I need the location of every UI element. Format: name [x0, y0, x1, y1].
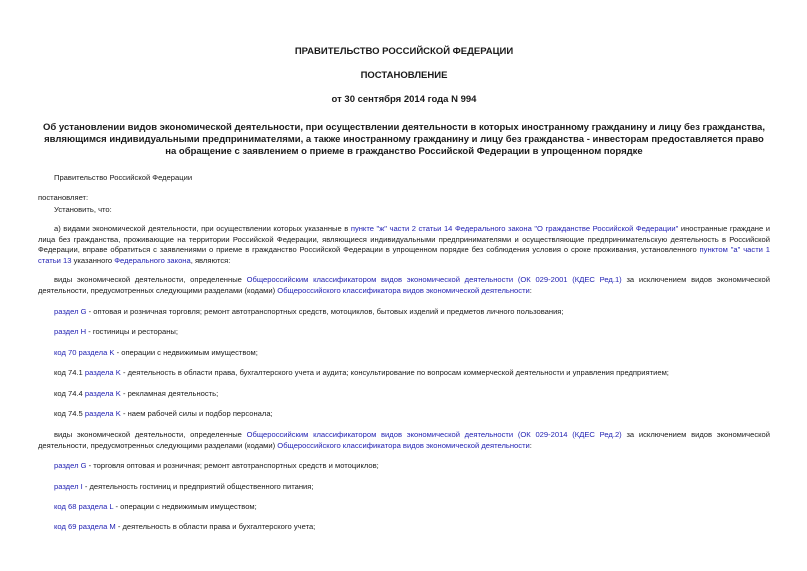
okved2-classifier-link[interactable]: Общероссийского классификатора видов экономической деятельности: [277, 440, 530, 450]
okved-2001-link[interactable]: Общероссийским классификатором видов экономической деятельности (ОК 029-2001 (КДЕС Ред.1): [246, 275, 622, 284]
list-item: [38, 522, 770, 533]
list-item-text: - деятельность в области права и бухгалтерского учета;: [115, 522, 316, 531]
section-link[interactable]: раздел G: [54, 461, 87, 470]
section-link[interactable]: код 70 раздела K: [54, 348, 115, 357]
section-link[interactable]: раздела K: [84, 409, 121, 418]
okved-2001-text: :: [529, 285, 532, 295]
list-item-prefix: код 74.1: [54, 368, 85, 377]
paragraph-a-text: , являются:: [190, 255, 231, 265]
document-page: [38, 0, 770, 571]
list-item: [38, 461, 770, 472]
section-link[interactable]: раздела K: [84, 368, 121, 377]
okved-2014-paragraph: [38, 430, 770, 451]
government-heading: ПРАВИТЕЛЬСТВО РОССИЙСКОЙ ФЕДЕРАЦИИ: [294, 46, 514, 57]
list-item-text: - деятельность гостиниц и предприятий общественного питания;: [82, 482, 314, 491]
okved-2014-text: :: [529, 440, 532, 450]
resolves-line: постановляет:: [38, 193, 89, 202]
government-line: Правительство Российской Федерации: [54, 173, 193, 182]
list-item-text: - рекламная деятельность;: [120, 389, 219, 398]
list-item-prefix: код 74.4: [54, 389, 85, 398]
section-link[interactable]: код 69 раздела M: [54, 522, 116, 531]
list-item: [38, 482, 770, 493]
okved-2014-text: виды экономической деятельности, определенные: [54, 430, 247, 439]
list-item: [38, 327, 770, 338]
list-item: [38, 502, 770, 513]
list-item-text: - деятельность в области права, бухгалтерского учета и аудита; консультирование по вопросам коммерческой деятельности и управления предприятием;: [120, 368, 669, 377]
document-date-number: от 30 сентября 2014 года N 994: [331, 94, 477, 105]
establish-line: Установить, что:: [54, 205, 112, 214]
okved-2001-text: за исключением видов экономической деятельности, предусмотренных следующими разделами (кодами): [38, 275, 770, 295]
section-link[interactable]: раздел I: [54, 482, 83, 491]
document-type-heading: ПОСТАНОВЛЕНИЕ: [360, 70, 448, 81]
okved-2001-text: виды экономической деятельности, определенные: [54, 275, 247, 284]
paragraph-a-text: указанного: [71, 255, 115, 265]
paragraph-a-text: иностранные граждане и лица без гражданства, проживающие на территории Российской Федерации, являющиеся индивидуальными предпринимателями и осуществляющие предпринимательскую деятельность в Российской Федерации, вправе обратиться с заявлениями о приеме в гражданство Российской Федерации в упрощенном порядке без соблюдения условия о сроке проживания, установленного: [38, 224, 770, 254]
federal-law-link[interactable]: Федерального закона: [114, 255, 191, 265]
law-article-14-link[interactable]: пункте "ж" части 2 статьи 14 Федерального закона "О гражданстве Российской Федерации": [350, 224, 679, 233]
law-article-13-link[interactable]: пунктом "а" части 1 статьи 13: [38, 245, 770, 265]
list-item-text: - операции с недвижимым имуществом;: [113, 502, 257, 511]
list-item: [38, 368, 770, 379]
paragraph-a-text: а) видами экономической деятельности, при осуществлении которых указанные в: [54, 224, 351, 233]
paragraph-a: [38, 224, 770, 266]
list-item: [38, 409, 770, 420]
section-link[interactable]: раздел G: [54, 307, 87, 316]
list-item-text: - оптовая и розничная торговля; ремонт автотранспортных средств, мотоциклов, бытовых изделий и предметов личного пользования;: [86, 307, 564, 316]
section-link[interactable]: раздел H: [54, 327, 87, 336]
list-item-prefix: код 74.5: [54, 409, 85, 418]
list-item: [38, 307, 770, 318]
okved-2014-text: за исключением видов экономической деятельности, предусмотренных следующими разделами (кодами): [38, 430, 770, 450]
document-title: Об установлении видов экономической деятельности, при осуществлении деятельности в которых иностранному гражданину и лицу без гражданства, являющимся индивидуальными предпринимателями, а также иностранному гражданину и лицу без гражданства - инвесторам предоставляется право на обращение с заявлением о приеме в гражданство Российской Федерации в упрощенном порядке: [43, 122, 765, 157]
list-item-text: - гостиницы и рестораны;: [86, 327, 178, 336]
list-item: [38, 348, 770, 359]
list-item: [38, 389, 770, 400]
okved-2014-link[interactable]: Общероссийским классификатором видов экономической деятельности (ОК 029-2014 (КДЕС Ред.2): [246, 430, 622, 439]
list-item-text: - операции с недвижимым имуществом;: [114, 348, 258, 357]
section-link[interactable]: код 68 раздела L: [54, 502, 114, 511]
section-link[interactable]: раздела K: [84, 389, 121, 398]
list-item-text: - торговля оптовая и розничная; ремонт автотранспортных средств и мотоциклов;: [86, 461, 379, 470]
okved-2001-paragraph: [38, 275, 770, 296]
okved-classifier-link[interactable]: Общероссийского классификатора видов экономической деятельности: [277, 285, 530, 295]
list-item-text: - наем рабочей силы и подбор персонала;: [120, 409, 273, 418]
